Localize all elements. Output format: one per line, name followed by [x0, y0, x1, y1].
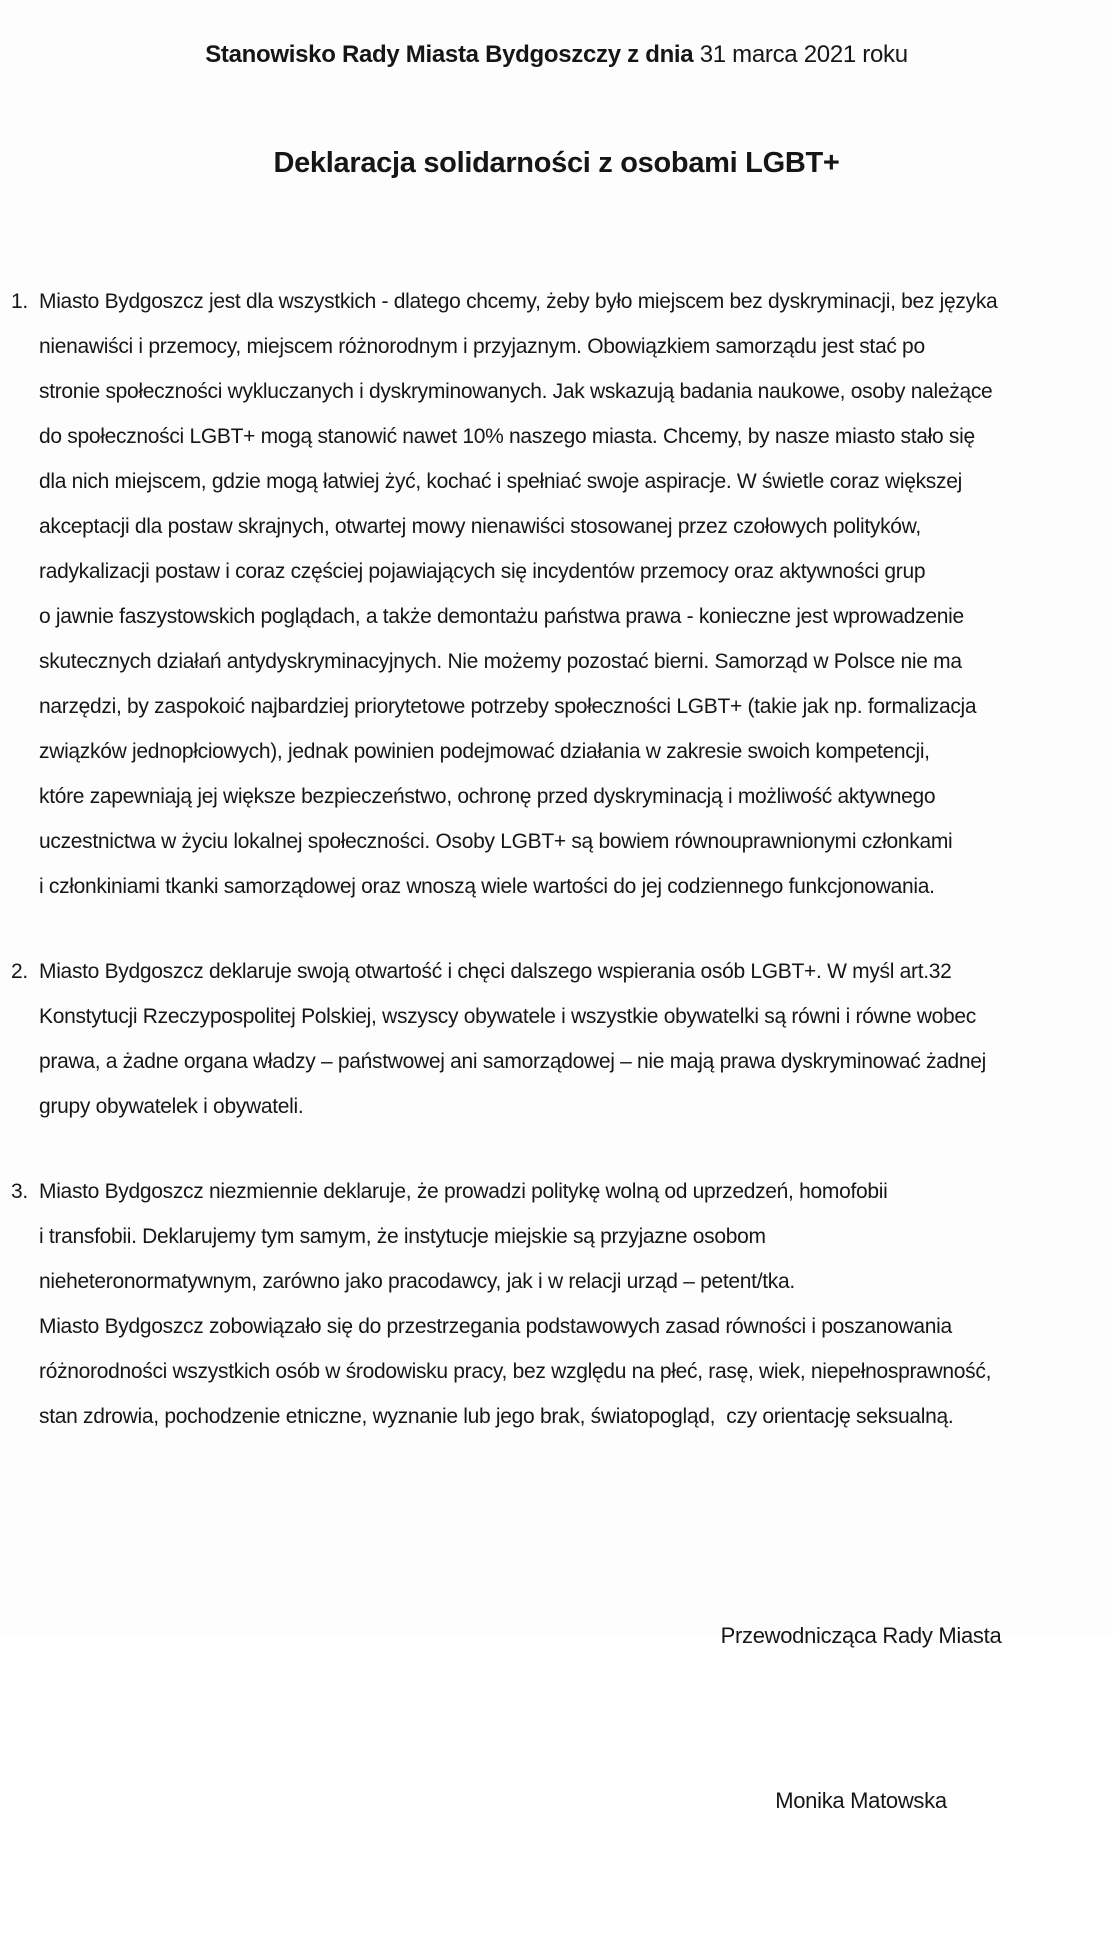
paragraph-list — [11, 279, 1105, 1439]
paragraph-line: uczestnictwa w życiu lokalnej społeczności. Osoby LGBT+ są bowiem równouprawnionymi członkami — [39, 830, 953, 853]
signature-role: Przewodnicząca Rady Miasta — [720, 1623, 1002, 1648]
paragraph-lines — [39, 1169, 1105, 1439]
paragraph-line: które zapewniają jej większe bezpieczeństwo, ochronę przed dyskryminacją i możliwość aktywnego — [39, 785, 936, 808]
paragraph-line: do społeczności LGBT+ mogą stanowić nawet 10% naszego miasta. Chcemy, by nasze miasto stało się — [39, 425, 975, 448]
paragraph-line: i transfobii. Deklarujemy tym samym, że instytucje miejskie są przyjazne osobom — [39, 1225, 766, 1248]
paragraph-line: związków jednopłciowych), jednak powinien podejmować działania w zakresie swoich kompetencji, — [39, 740, 930, 763]
paragraph-line: Konstytucji Rzeczypospolitej Polskiej, wszyscy obywatele i wszystkie obywatelki są równi i równe wobec — [39, 1005, 976, 1028]
document-title: Deklaracja solidarności z osobami LGBT+ — [273, 147, 840, 179]
paragraph-line: dla nich miejscem, gdzie mogą łatwiej żyć, kochać i spełniać swoje aspiracje. W świetle coraz większej — [39, 470, 962, 493]
paragraph — [11, 1169, 1105, 1439]
document-header — [0, 40, 1113, 70]
paragraph — [11, 279, 1105, 909]
paragraph-line: stan zdrowia, pochodzenie etniczne, wyznanie lub jego brak, światopogląd, czy orientację seksualną. — [39, 1405, 954, 1428]
paragraph-number: 3. — [11, 1180, 28, 1203]
paragraph-line: grupy obywatelek i obywateli. — [39, 1095, 304, 1118]
header-bold-text: Stanowisko Rady Miasta Bydgoszczy z dnia — [205, 41, 694, 68]
header-date-text: 31 marca 2021 roku — [693, 41, 908, 68]
paragraph-line: nienawiści i przemocy, miejscem różnorodnym i przyjaznym. Obowiązkiem samorządu jest stać po — [39, 335, 925, 358]
paragraph-line: prawa, a żadne organa władzy – państwowej ani samorządowej – nie mają prawa dyskryminować żadnej — [39, 1050, 987, 1073]
paragraph-line: Miasto Bydgoszcz niezmiennie deklaruje, że prowadzi politykę wolną od uprzedzeń, homofobii — [39, 1180, 888, 1203]
paragraph-line: Miasto Bydgoszcz jest dla wszystkich - dlatego chcemy, żeby było miejscem bez dyskryminacji, bez języka — [39, 290, 998, 313]
paragraph-number: 1. — [11, 290, 28, 313]
paragraph-line: o jawnie faszystowskich poglądach, a także demontażu państwa prawa - konieczne jest wprowadzenie — [39, 605, 964, 628]
paragraph-line: narzędzi, by zaspokoić najbardziej priorytetowe potrzeby społeczności LGBT+ (takie jak np. formalizacja — [39, 695, 977, 718]
paragraph-line: Miasto Bydgoszcz deklaruje swoją otwartość i chęci dalszego wspierania osób LGBT+. W myśl art.32 — [39, 960, 952, 983]
paragraph-number: 2. — [11, 960, 28, 983]
paragraph-lines — [39, 949, 1105, 1129]
paragraph-lines — [39, 279, 1105, 909]
paragraph-line: Miasto Bydgoszcz zobowiązało się do przestrzegania podstawowych zasad równości i poszanowania — [39, 1315, 952, 1338]
paragraph-line: stronie społeczności wykluczanych i dyskryminowanych. Jak wskazują badania naukowe, osoby należące — [39, 380, 993, 403]
paragraph-line: różnorodności wszystkich osób w środowisku pracy, bez względu na płeć, rasę, wiek, niepełnosprawność, — [39, 1360, 992, 1383]
paragraph-line: radykalizacji postaw i coraz częściej pojawiających się incydentów przemocy oraz aktywności grup — [39, 560, 926, 583]
paragraph-line: akceptacji dla postaw skrajnych, otwartej mowy nienawiści stosowanej przez czołowych polityków, — [39, 515, 921, 538]
paragraph-line: nieheteronormatywnym, zarówno jako pracodawcy, jak i w relacji urząd – petent/tka. — [39, 1270, 795, 1293]
signature-block — [611, 1498, 1111, 1938]
paragraph-line: skutecznych działań antydyskryminacyjnych. Nie możemy pozostać bierni. Samorząd w Polsce nie ma — [39, 650, 962, 673]
paragraph — [11, 949, 1105, 1129]
paragraph-line: i członkiniami tkanki samorządowej oraz wnoszą wiele wartości do jej codziennego funkcjonowania. — [39, 875, 935, 898]
signature-name: Monika Matowska — [775, 1788, 947, 1813]
